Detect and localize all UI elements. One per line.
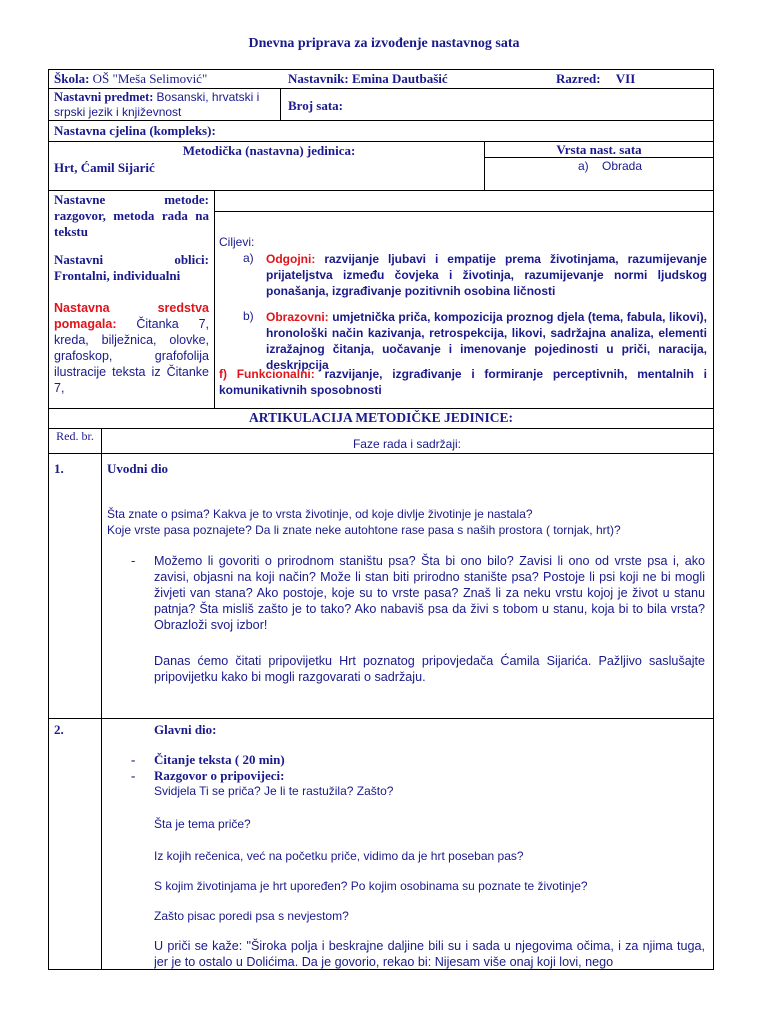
- section2-quote: U priči se kaže: "Široka polja i beskrajne daljine bili su i sada u njegovima očima, i za njima tuga, jer je to ostalo u Dolićima. Da je govorio, rekao bi: Nijesam više onaj koji lovi, nego: [154, 939, 705, 969]
- method-unit-label: Metodička (nastavna) jedinica:: [182, 143, 356, 158]
- forms-label: Nastavni oblici:: [54, 252, 209, 267]
- subject-value: Bosanski, hrvatski i srpski jezik i književnost: [54, 90, 260, 119]
- section2-item2: Razgovor o pripovijeci:: [154, 768, 285, 783]
- section1-para2: Danas ćemo čitati pripovijetku Hrt poznatog pripovjedača Ćamila Sijarića. Pažljivo saslušajte pripovijetku kako bi mogli razgovarati o sadržaju.: [154, 654, 705, 684]
- aids-label: Nastavna sredstva pomagala:: [54, 301, 209, 331]
- subject-label: Nastavni predmet:: [54, 90, 154, 104]
- goal-a-value: razvijanje ljubavi i empatije prema životinjama, razumijevanje prijateljstva između čovjeka i životinja, razumijevanje normi ljudskog ponašanja, izgrađivanje pozitivnih osobina ličnosti: [266, 252, 707, 298]
- teacher-value: Emina Dautbašić: [351, 71, 448, 86]
- goal-b-label: Obrazovni:: [266, 310, 329, 324]
- section2-q1: Svidjela Ti se priča? Je li te rastužila? Zašto?: [154, 784, 394, 798]
- methods-label: Nastavne metode:: [54, 192, 209, 207]
- goal-a-marker: a): [243, 251, 254, 265]
- unit-label: Nastavna cjelina (kompleks):: [54, 123, 216, 138]
- forms-block: [54, 252, 209, 284]
- section2-item1: Čitanje teksta ( 20 min): [154, 752, 285, 767]
- section1-bullet: -: [131, 553, 136, 568]
- goal-f-label: f) Funkcionalni:: [219, 367, 315, 381]
- goals-label: Ciljevi:: [219, 235, 255, 249]
- methods-block: [54, 192, 209, 240]
- goal-b-marker: b): [243, 309, 254, 323]
- section1-q2: Koje vrste pasa poznajete? Da li znate neke autohtone rase pasa s naših prostora ( tornjak, hrt)?: [107, 523, 621, 537]
- goal-f-value: razvijanje, izgrađivanje i formiranje perceptivnih, mentalnih i komunikativnih sposobnosti: [219, 367, 707, 397]
- subject-field: [54, 90, 276, 120]
- goal-f-text: [219, 366, 707, 398]
- method-unit-value: Hrt, Ćamil Sijarić: [54, 160, 155, 175]
- grade-field: [556, 71, 635, 87]
- section1-q1: Šta znate o psima? Kakva je to vrsta životinje, od koje divlje životinje je nastala?: [107, 507, 533, 521]
- goal-b-value: umjetnička priča, kompozicija proznog djela (tema, fabula, likovi), hronološki način kazivanja, retrospekcija, likovi, sadržajna analiza, elementi izražajnog čitanja, uočavanje i imenovanje pojedinosti u priči, naracija, deskripcija: [266, 310, 707, 372]
- school-label: Škola:: [54, 71, 90, 86]
- forms-value: Frontalni, individualni: [54, 268, 181, 283]
- aids-block: [54, 300, 209, 396]
- school-field: [54, 71, 207, 87]
- methods-value: razgovor, metoda rada na tekstu: [54, 208, 209, 239]
- section2-q2: Šta je tema priče?: [154, 817, 251, 831]
- section2-bullet-1: -: [131, 752, 136, 767]
- lesson-type-label: Vrsta nast. sata: [556, 142, 642, 157]
- teacher-label: Nastavnik:: [288, 71, 349, 86]
- section2-number: 2.: [54, 722, 64, 737]
- col-phases-header: Faze rada i sadržaji:: [352, 437, 462, 451]
- section2-q3: Iz kojih rečenica, već na početku priče, vidimo da je hrt poseban pas?: [154, 849, 524, 863]
- page-title: Dnevna priprava za izvođenje nastavnog sata: [248, 36, 520, 51]
- goal-b-text: [266, 309, 707, 373]
- goal-a-label: Odgojni:: [266, 252, 316, 266]
- aids-value: Čitanka 7, kreda, bilježnica, olovke, grafoskop, grafofolija ilustracije teksta iz Čitanke 7,: [54, 317, 209, 395]
- grade-label: Razred:: [556, 71, 601, 86]
- goal-a-text: [266, 251, 707, 299]
- col-number-header: Red. br.: [56, 429, 94, 443]
- section1-para1: Možemo li govoriti o prirodnom staništu psa? Šta bi ono bilo? Zavisi li ono od vrste psa i, ako zavisi, objasni na koji način? Može li stan biti prirodno stanište psa? Postoje li psi koji ne bi mogli živjeti van stana? Ako postoje, koje su to vrste pasa? Znaš li za neku vrstu kojoj je život u stanu patnja? Šta misliš zašto je to tako? Ako nabaviš psa da živi s tobom u stanu, koja bi to bila vrsta? Obrazloži svoj izbor!: [154, 554, 705, 632]
- articulation-title: ARTIKULACIJA METODIČKE JEDINICE:: [248, 410, 514, 425]
- section2-title: Glavni dio:: [154, 722, 217, 737]
- section1-number: 1.: [54, 461, 64, 476]
- section2-q5: Zašto pisac poredi psa s nevjestom?: [154, 909, 349, 923]
- teacher-field: [288, 71, 448, 87]
- school-value: OŠ "Meša Selimović": [92, 71, 208, 86]
- grade-value: VII: [615, 71, 636, 86]
- lesson-number-label: Broj sata:: [288, 98, 344, 113]
- section1-title: Uvodni dio: [107, 461, 169, 476]
- lesson-type-value: a) Obrada: [578, 159, 643, 173]
- section2-q4: S kojim životinjama je hrt upoređen? Po kojim osobinama su poznate te životinje?: [154, 879, 588, 893]
- section2-bullet-2: -: [131, 768, 136, 783]
